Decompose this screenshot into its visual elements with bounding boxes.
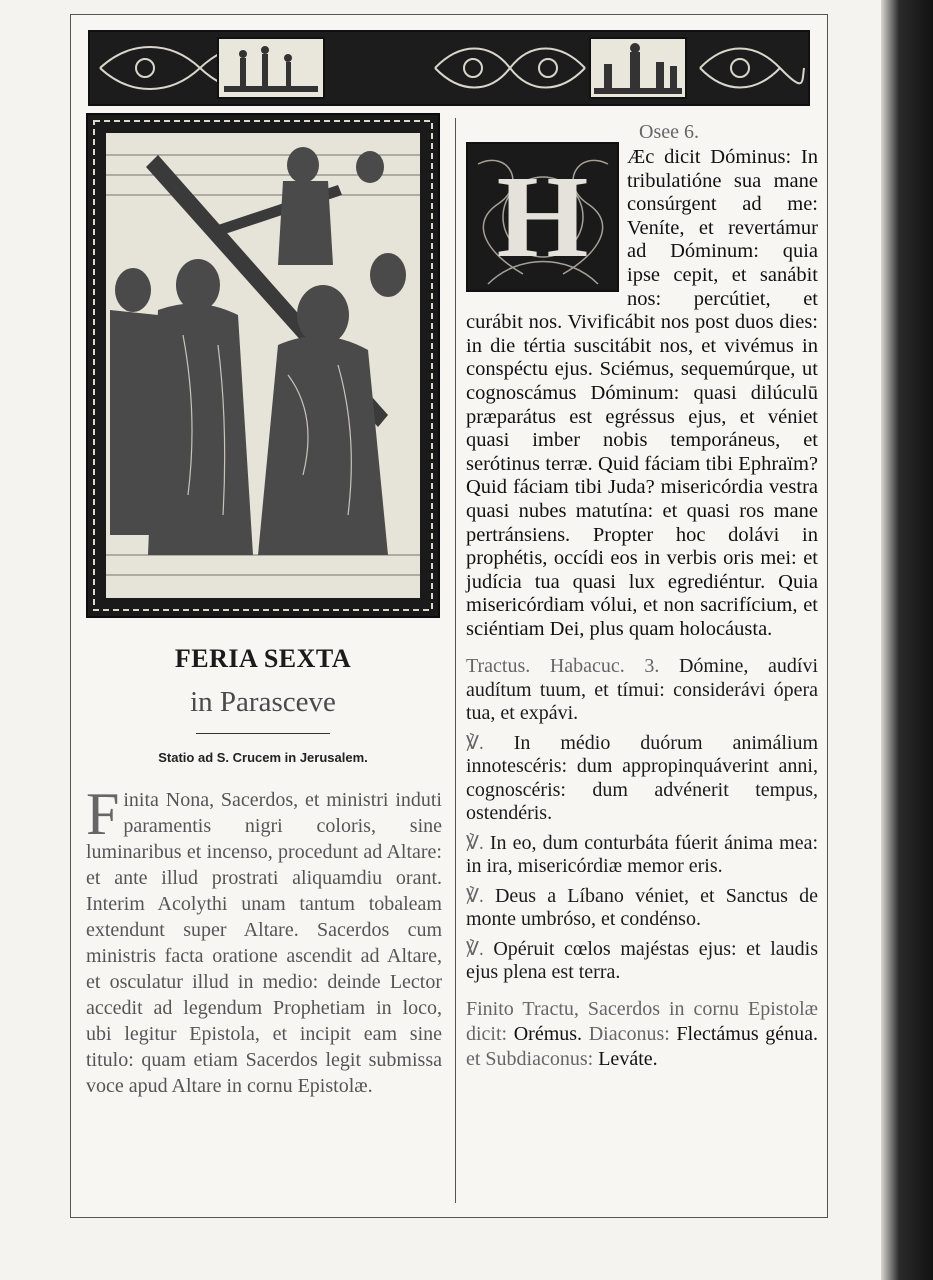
closing-rubric-part3: et Subdiaconus: [466,1047,594,1070]
levate: Leváte. [598,1047,658,1070]
column-divider [455,118,456,1203]
tractus [466,655,818,726]
verse-4 [466,938,818,985]
tractus-label: Tractus. Habacuc. 3. [466,655,660,678]
verse-text: In eo, dum conturbáta fúerit ánima mea: in ira, misericórdiæ memor eris. [466,831,819,878]
verse-text: Deus a Líbano véniet, et Sanctus de monte umbróso, et condénso. [466,884,819,931]
versicle-symbol: ℣. [466,938,484,960]
lesson-body: Æc dicit Dóminus: In tribulatióne sua mane consúrgent ad me: Veníte, et revertámur ad Dóminum: quia ipse cepit, et sanábit nos: percútiet, et curábit nos. Vivificábit nos post duos dies: in die tértia suscitábit nos, et vivémus in conspéctu ejus. Sciémus, sequemúrque, ut cognoscámus Dóminum: quasi dilúculū præparátus est egréssus ejus, et véniet quasi imber nobis temporáneus, et serótinus terræ. Quid fáciam tibi Ephraïm? Quid fáciam tibi Juda? misericórdia vestra quasi nubes matutína: et quasi ros mane pertránsiens. Propter hoc dolávi in prophétis, occídi eos in verbis oris mei: et judícia tua quasi lux egrediéntur. Quia misericórdiam vólui, et non sacrifícium, et sciéntiam Dei, plus quam holocáusta. [466,146,818,640]
statio-line: Statio ad S. Crucem in Jerusalem. [158,750,368,765]
rubric-initial: F [86,781,120,847]
title-divider [196,733,330,734]
decorated-initial-letter: H [496,151,589,283]
right-column [466,120,818,1072]
lesson-text [466,146,818,641]
decorated-initial [466,142,619,292]
closing-rubric-part1: Finito Tractu, Sacerdos in cornu Epistolæ dicit: [466,997,818,1045]
flectamus: Flectámus génua. [676,1022,818,1045]
book-gutter-shadow [881,0,933,1280]
decorative-headpiece [88,30,810,106]
versicle-symbol: ℣. [466,832,484,854]
verse-3 [466,885,818,932]
woodcut-illustration [86,113,440,618]
versicle-symbol: ℣. [466,732,484,754]
oremus: Orémus. [513,1022,583,1045]
opening-rubric [86,781,442,1099]
feast-title: FERIA SEXTA [174,644,352,673]
verse-2 [466,832,818,879]
closing-rubric [466,997,818,1072]
lesson-reference: Osee 6. [639,121,699,143]
tractus-text: Dómine, audívi audítum tuum, et tímui: considerávi ópera tua, et expávi. [466,655,818,725]
verse-text: Opéruit cœlos majéstas ejus: et laudis ejus plena est terra. [466,937,818,984]
verse-text: In médio duórum animálium innotescéris: dum appropinquáverint anni, cognoscéris: dum advénerit tempus, ostendéris. [466,731,819,825]
feast-subtitle: in Parasceve [190,686,336,718]
opening-rubric-text: inita Nona, Sacerdos, et ministri induti paramentis nigri coloris, sine luminaribus et incenso, procedunt ad Altare: et ante illud prostrati aliquamdiu orant. Interim Acolythi unam tantum tobaleam extendunt super Altare. Sacerdos cum ministris facta oratione ascendit ad Altare, et osculatur illud in medio: deinde Lector accedit ad legendum Prophetiam in loco, ubi legitur Epistola, et incipit eam sine titulo: quam etiam Sacerdos legit submissa voce apud Altare in cornu Epistolæ. [86,789,442,1097]
closing-rubric-part2: Diaconus: [588,1022,670,1045]
versicle-symbol: ℣. [466,885,484,907]
verse-1 [466,732,818,826]
